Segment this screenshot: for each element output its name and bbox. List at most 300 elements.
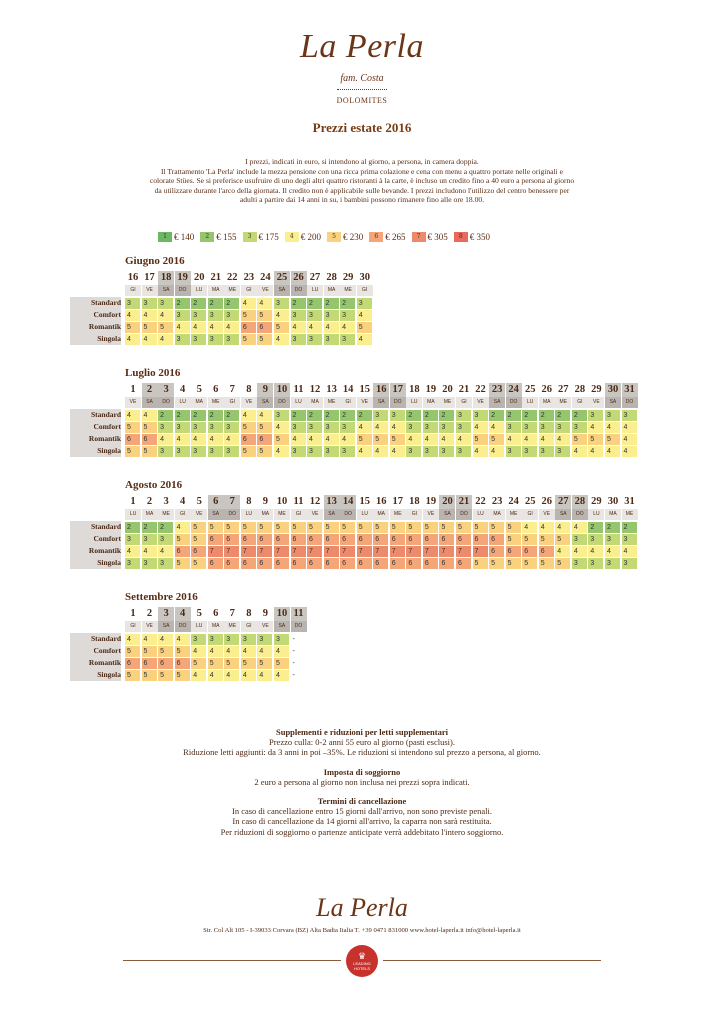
weekday-label: GI bbox=[125, 285, 141, 296]
weekday-label: DO bbox=[390, 397, 406, 408]
legend-item bbox=[243, 232, 279, 242]
day-header bbox=[191, 495, 207, 520]
day-header bbox=[274, 271, 290, 296]
price-cell: 4 bbox=[142, 634, 157, 645]
price-cell: 4 bbox=[357, 422, 372, 433]
price-cell: 3 bbox=[439, 422, 454, 433]
price-cell: 5 bbox=[439, 522, 454, 533]
price-cell: 3 bbox=[125, 298, 140, 309]
weekday-label: ME bbox=[224, 621, 240, 632]
price-cell: 2 bbox=[324, 410, 339, 421]
price-cell: 5 bbox=[257, 334, 272, 345]
price-cell: 5 bbox=[456, 522, 471, 533]
day-number: 9 bbox=[262, 608, 269, 619]
room-type-label: Singola bbox=[70, 669, 121, 681]
price-cell: 7 bbox=[241, 546, 256, 557]
day-number: 16 bbox=[127, 272, 139, 283]
room-type-label: Standard bbox=[70, 409, 121, 421]
price-cell: 6 bbox=[291, 534, 306, 545]
price-cell: 4 bbox=[489, 422, 504, 433]
day-header bbox=[241, 383, 257, 408]
cancellation-line: In caso di cancellazione entro 15 giorni dall'arrivo, non sono previste penali. bbox=[232, 806, 492, 817]
day-header bbox=[539, 495, 555, 520]
price-cell: 5 bbox=[357, 322, 372, 333]
price-cell: 6 bbox=[406, 558, 421, 569]
day-header bbox=[158, 495, 174, 520]
price-cell: 4 bbox=[175, 434, 190, 445]
price-cell: 4 bbox=[605, 422, 620, 433]
day-header bbox=[142, 495, 158, 520]
weekday-label: VE bbox=[241, 397, 257, 408]
price-cell: 5 bbox=[208, 658, 223, 669]
price-cell: 3 bbox=[340, 334, 355, 345]
price-cell: 5 bbox=[241, 422, 256, 433]
price-cell: 5 bbox=[175, 646, 190, 657]
price-cell: 5 bbox=[555, 534, 570, 545]
price-cell: 3 bbox=[224, 446, 239, 457]
price-cell: 4 bbox=[241, 670, 256, 681]
weekday-label: ME bbox=[506, 509, 522, 520]
intro-line: colorate Stües. Se si preferisce usufruire di uno degli altri quattro ristoranti à la carte, è incluso un credito fino a 40 euro a persona al giorno bbox=[149, 176, 575, 186]
day-number: 3 bbox=[163, 496, 169, 507]
price-cell: 2 bbox=[208, 410, 223, 421]
room-type-label: Standard bbox=[70, 521, 121, 533]
month-title: Settembre 2016 bbox=[125, 591, 198, 603]
weekday-label: ME bbox=[390, 509, 406, 520]
day-number: 21 bbox=[210, 272, 221, 283]
price-cell: 3 bbox=[324, 446, 339, 457]
day-number: 13 bbox=[326, 496, 337, 507]
price-cell: 6 bbox=[257, 322, 272, 333]
price-cell: 4 bbox=[588, 422, 603, 433]
price-cell: 6 bbox=[175, 658, 190, 669]
price-cell: 4 bbox=[555, 522, 570, 533]
price-cell: 3 bbox=[307, 446, 322, 457]
weekday-label: LU bbox=[241, 509, 257, 520]
price-cell: 6 bbox=[274, 558, 289, 569]
price-cell: 5 bbox=[522, 534, 537, 545]
price-cell: 3 bbox=[588, 558, 603, 569]
price-cell: 5 bbox=[191, 558, 206, 569]
day-header bbox=[390, 495, 406, 520]
price-cell: 4 bbox=[357, 446, 372, 457]
day-number: 5 bbox=[196, 608, 202, 619]
price-cell: - bbox=[291, 670, 306, 681]
price-cell: 5 bbox=[324, 522, 339, 533]
legend-item bbox=[369, 232, 405, 242]
price-cell: 7 bbox=[307, 546, 322, 557]
price-cell: 5 bbox=[357, 434, 372, 445]
weekday-label: GI bbox=[241, 285, 257, 296]
price-cell: 6 bbox=[125, 658, 140, 669]
day-header bbox=[506, 383, 522, 408]
month-title: Luglio 2016 bbox=[125, 367, 181, 379]
day-header bbox=[274, 383, 290, 408]
day-number: 7 bbox=[229, 496, 235, 507]
day-header bbox=[241, 271, 257, 296]
day-number: 29 bbox=[342, 272, 354, 283]
price-cell: 3 bbox=[224, 334, 239, 345]
weekday-label: ME bbox=[340, 285, 356, 296]
room-type-label: Comfort bbox=[70, 309, 121, 321]
weekday-label: MA bbox=[191, 397, 207, 408]
price-cell: 6 bbox=[324, 534, 339, 545]
day-header bbox=[241, 607, 257, 632]
day-header bbox=[357, 495, 373, 520]
price-cell: 7 bbox=[439, 546, 454, 557]
day-number: 19 bbox=[425, 496, 437, 507]
cancellation-line: Per riduzioni di soggiorno o partenze anticipate verrà addebitato l'intero soggiorno. bbox=[220, 826, 504, 837]
legend-price: € 200 bbox=[300, 232, 321, 242]
price-cell: - bbox=[291, 658, 306, 669]
weekday-label: SA bbox=[208, 509, 224, 520]
weekday-label: SA bbox=[439, 509, 455, 520]
day-header bbox=[588, 383, 604, 408]
day-header bbox=[423, 495, 439, 520]
price-cell: 5 bbox=[506, 558, 521, 569]
price-cell: 3 bbox=[175, 310, 190, 321]
price-cell: 5 bbox=[373, 522, 388, 533]
price-cell: 2 bbox=[555, 410, 570, 421]
price-cell: 2 bbox=[142, 522, 157, 533]
day-header bbox=[522, 495, 538, 520]
price-cell: 6 bbox=[539, 546, 554, 557]
price-cell: 4 bbox=[555, 434, 570, 445]
day-header bbox=[291, 271, 307, 296]
price-cell: 4 bbox=[622, 422, 637, 433]
day-number: 2 bbox=[146, 384, 153, 395]
weekday-label: MA bbox=[373, 509, 389, 520]
day-header bbox=[125, 607, 141, 632]
price-cell: 5 bbox=[158, 646, 173, 657]
price-cell: 2 bbox=[158, 522, 173, 533]
price-cell: 3 bbox=[555, 422, 570, 433]
price-cell: 6 bbox=[390, 558, 405, 569]
price-cell: 4 bbox=[191, 322, 206, 333]
price-cell: 3 bbox=[291, 334, 306, 345]
price-cell: 4 bbox=[208, 646, 223, 657]
legend-price: € 350 bbox=[469, 232, 490, 242]
price-cell: 4 bbox=[506, 434, 521, 445]
price-cell: 5 bbox=[390, 522, 405, 533]
day-number: 15 bbox=[359, 496, 370, 507]
day-header bbox=[489, 383, 505, 408]
day-header bbox=[456, 383, 472, 408]
day-number: 12 bbox=[309, 496, 321, 507]
price-cell: 3 bbox=[390, 410, 405, 421]
price-cell: 4 bbox=[175, 522, 190, 533]
price-cell: 5 bbox=[208, 522, 223, 533]
weekday-label: DO bbox=[274, 397, 290, 408]
price-cell: 3 bbox=[274, 410, 289, 421]
price-cell: 3 bbox=[175, 422, 190, 433]
price-cell: 4 bbox=[224, 434, 239, 445]
weekday-label: SA bbox=[142, 397, 158, 408]
price-cell: 3 bbox=[208, 334, 223, 345]
price-cell: 3 bbox=[456, 446, 471, 457]
legend-swatch: 3 bbox=[243, 232, 257, 242]
legend-item bbox=[454, 232, 490, 242]
day-header bbox=[191, 607, 207, 632]
weekday-label: SA bbox=[274, 285, 290, 296]
price-cell: 4 bbox=[473, 422, 488, 433]
price-cell: 5 bbox=[257, 422, 272, 433]
weekday-label: SA bbox=[373, 397, 389, 408]
weekday-label: VE bbox=[142, 285, 158, 296]
price-cell: 5 bbox=[274, 658, 289, 669]
weekday-label: DO bbox=[506, 397, 522, 408]
price-cell: 4 bbox=[622, 546, 637, 557]
day-number: 28 bbox=[326, 272, 337, 283]
legend-price: € 305 bbox=[427, 232, 448, 242]
price-cell: 4 bbox=[142, 546, 157, 557]
price-cell: 3 bbox=[324, 422, 339, 433]
price-cell: 4 bbox=[340, 434, 355, 445]
badge-line: LEADING bbox=[353, 961, 371, 966]
divider bbox=[123, 960, 341, 961]
price-cell: 5 bbox=[373, 434, 388, 445]
price-cell: 3 bbox=[555, 446, 570, 457]
price-cell: 5 bbox=[158, 670, 173, 681]
price-cell: 3 bbox=[208, 634, 223, 645]
day-number: 24 bbox=[508, 496, 519, 507]
room-type-label: Singola bbox=[70, 333, 121, 345]
price-cell: 4 bbox=[257, 646, 272, 657]
day-header bbox=[257, 271, 273, 296]
weekday-label: VE bbox=[191, 509, 207, 520]
price-cell: 3 bbox=[324, 310, 339, 321]
price-cell: 4 bbox=[406, 434, 421, 445]
price-cell: 5 bbox=[291, 522, 306, 533]
price-cell: 4 bbox=[572, 546, 587, 557]
price-cell: 3 bbox=[191, 334, 206, 345]
price-cell: 6 bbox=[125, 434, 140, 445]
day-header bbox=[158, 271, 174, 296]
weekday-label: ME bbox=[224, 285, 240, 296]
price-cell: 4 bbox=[390, 446, 405, 457]
price-cell: 2 bbox=[158, 410, 173, 421]
price-cell: 5 bbox=[390, 434, 405, 445]
price-cell: 3 bbox=[340, 422, 355, 433]
price-cell: 7 bbox=[224, 546, 239, 557]
price-cell: 5 bbox=[125, 322, 140, 333]
day-header bbox=[208, 495, 224, 520]
day-header bbox=[473, 383, 489, 408]
weekday-label: GI bbox=[340, 397, 356, 408]
weekday-label: SA bbox=[324, 509, 340, 520]
price-cell: 4 bbox=[208, 434, 223, 445]
price-cell: 4 bbox=[257, 298, 272, 309]
price-cell: 7 bbox=[390, 546, 405, 557]
price-cell: 6 bbox=[175, 546, 190, 557]
supplements-line: Riduzione letti aggiunti: da 3 anni in poi –35%. Le riduzioni si intendono sul prezzo a persona, al giorno. bbox=[183, 747, 541, 758]
price-cell: 2 bbox=[340, 410, 355, 421]
day-number: 10 bbox=[276, 608, 288, 619]
day-number: 23 bbox=[491, 384, 503, 395]
weekday-label: GI bbox=[406, 509, 422, 520]
price-cell: 3 bbox=[539, 422, 554, 433]
day-header bbox=[257, 495, 273, 520]
price-cell: 3 bbox=[340, 446, 355, 457]
price-cell: 3 bbox=[506, 422, 521, 433]
price-cell: 4 bbox=[588, 446, 603, 457]
day-number: 25 bbox=[524, 384, 536, 395]
day-header bbox=[224, 271, 240, 296]
price-cell: 3 bbox=[588, 534, 603, 545]
day-number: 29 bbox=[591, 384, 602, 395]
weekday-label: LU bbox=[357, 509, 373, 520]
price-cell: 2 bbox=[291, 298, 306, 309]
legend-swatch: 1 bbox=[158, 232, 172, 242]
price-cell: 7 bbox=[406, 546, 421, 557]
weekday-label: GI bbox=[125, 621, 141, 632]
day-header bbox=[142, 383, 158, 408]
price-cell: 3 bbox=[423, 422, 438, 433]
price-cell: 6 bbox=[324, 558, 339, 569]
weekday-label: DO bbox=[572, 509, 588, 520]
price-cell: 7 bbox=[423, 546, 438, 557]
price-cell: 4 bbox=[224, 646, 239, 657]
day-header bbox=[142, 271, 158, 296]
price-cell: 7 bbox=[291, 546, 306, 557]
price-cell: 6 bbox=[274, 534, 289, 545]
price-cell: 4 bbox=[158, 334, 173, 345]
price-cell: 6 bbox=[241, 322, 256, 333]
day-header bbox=[274, 607, 290, 632]
weekday-label: MA bbox=[208, 285, 224, 296]
price-cell: 2 bbox=[307, 410, 322, 421]
price-cell: 5 bbox=[555, 558, 570, 569]
badge-line: HOTELS bbox=[353, 966, 370, 971]
day-number: 1 bbox=[130, 608, 136, 619]
day-number: 20 bbox=[193, 272, 205, 283]
weekday-label: DO bbox=[456, 509, 472, 520]
day-header bbox=[605, 495, 621, 520]
price-cell: 4 bbox=[622, 446, 637, 457]
price-cell: 6 bbox=[489, 534, 504, 545]
price-cell: 7 bbox=[340, 546, 355, 557]
price-cell: 3 bbox=[522, 446, 537, 457]
price-cell: 7 bbox=[257, 546, 272, 557]
day-number: 25 bbox=[276, 272, 288, 283]
tax-line: 2 euro a persona al giorno non inclusa nei prezzi sopra indicati. bbox=[254, 776, 470, 787]
day-header bbox=[572, 495, 588, 520]
legend-swatch: 5 bbox=[327, 232, 341, 242]
price-cell: 5 bbox=[241, 658, 256, 669]
day-header bbox=[340, 383, 356, 408]
price-cell: 3 bbox=[456, 422, 471, 433]
divider bbox=[383, 960, 601, 961]
cancellation-line: In caso di cancellazione da 14 giorni all'arrivo, la caparra non sarà restituita. bbox=[232, 816, 492, 827]
price-cell: 3 bbox=[291, 422, 306, 433]
day-number: 4 bbox=[180, 496, 186, 507]
weekday-label: SA bbox=[158, 621, 174, 632]
day-number: 24 bbox=[508, 384, 519, 395]
price-cell: 4 bbox=[125, 546, 140, 557]
room-type-label: Romantik bbox=[70, 321, 121, 333]
room-type-label: Romantik bbox=[70, 657, 121, 669]
day-number: 18 bbox=[160, 272, 172, 283]
price-cell: 3 bbox=[506, 446, 521, 457]
price-cell: 6 bbox=[456, 534, 471, 545]
legend-price: € 140 bbox=[174, 232, 195, 242]
price-cell: 3 bbox=[423, 446, 438, 457]
day-number: 5 bbox=[196, 384, 202, 395]
price-cell: 3 bbox=[257, 634, 272, 645]
legend-price: € 265 bbox=[385, 232, 406, 242]
weekday-label: SA bbox=[605, 397, 621, 408]
price-cell: 4 bbox=[142, 310, 157, 321]
day-number: 27 bbox=[309, 272, 321, 283]
price-cell: 4 bbox=[175, 634, 190, 645]
price-cell: 5 bbox=[241, 522, 256, 533]
price-cell: 4 bbox=[307, 434, 322, 445]
price-cell: 6 bbox=[142, 658, 157, 669]
price-cell: 3 bbox=[158, 534, 173, 545]
price-cell: 3 bbox=[307, 334, 322, 345]
price-cell: 7 bbox=[208, 546, 223, 557]
legend-swatch: 8 bbox=[454, 232, 468, 242]
day-header bbox=[257, 607, 273, 632]
day-header bbox=[324, 383, 340, 408]
price-cell: 5 bbox=[241, 446, 256, 457]
weekday-label: MA bbox=[257, 509, 273, 520]
price-cell: 6 bbox=[208, 558, 223, 569]
day-number: 18 bbox=[409, 384, 420, 395]
day-header bbox=[208, 271, 224, 296]
price-cell: 4 bbox=[158, 434, 173, 445]
day-number: 11 bbox=[293, 496, 304, 507]
weekday-label: GI bbox=[357, 285, 373, 296]
price-cell: 3 bbox=[406, 446, 421, 457]
price-cell: 4 bbox=[274, 670, 289, 681]
room-type-label: Standard bbox=[70, 297, 121, 309]
price-cell: 5 bbox=[489, 522, 504, 533]
family-name: fam. Costa bbox=[340, 73, 384, 84]
price-cell: 3 bbox=[274, 298, 289, 309]
legend-item bbox=[158, 232, 194, 242]
legend-price: € 175 bbox=[258, 232, 279, 242]
price-cell: 5 bbox=[572, 434, 587, 445]
day-number: 4 bbox=[180, 384, 186, 395]
day-header bbox=[274, 495, 290, 520]
price-cell: 5 bbox=[274, 322, 289, 333]
price-cell: 5 bbox=[274, 434, 289, 445]
day-header bbox=[357, 271, 373, 296]
price-cell: 7 bbox=[456, 546, 471, 557]
day-header bbox=[307, 383, 323, 408]
price-cell: 3 bbox=[142, 558, 157, 569]
weekday-label: DO bbox=[175, 621, 191, 632]
price-cell: 6 bbox=[257, 558, 272, 569]
day-number: 10 bbox=[276, 496, 288, 507]
price-cell: 3 bbox=[191, 422, 206, 433]
price-cell: 5 bbox=[539, 558, 554, 569]
legend-item bbox=[285, 232, 321, 242]
day-number: 8 bbox=[246, 496, 252, 507]
day-number: 10 bbox=[276, 384, 288, 395]
day-number: 9 bbox=[262, 496, 269, 507]
price-cell: 5 bbox=[357, 522, 372, 533]
day-number: 11 bbox=[293, 384, 304, 395]
day-number: 28 bbox=[574, 496, 586, 507]
price-cell: 5 bbox=[191, 658, 206, 669]
price-cell: 6 bbox=[241, 558, 256, 569]
price-cell: 2 bbox=[406, 410, 421, 421]
day-number: 19 bbox=[177, 272, 188, 283]
price-cell: 6 bbox=[224, 558, 239, 569]
price-cell: 2 bbox=[291, 410, 306, 421]
